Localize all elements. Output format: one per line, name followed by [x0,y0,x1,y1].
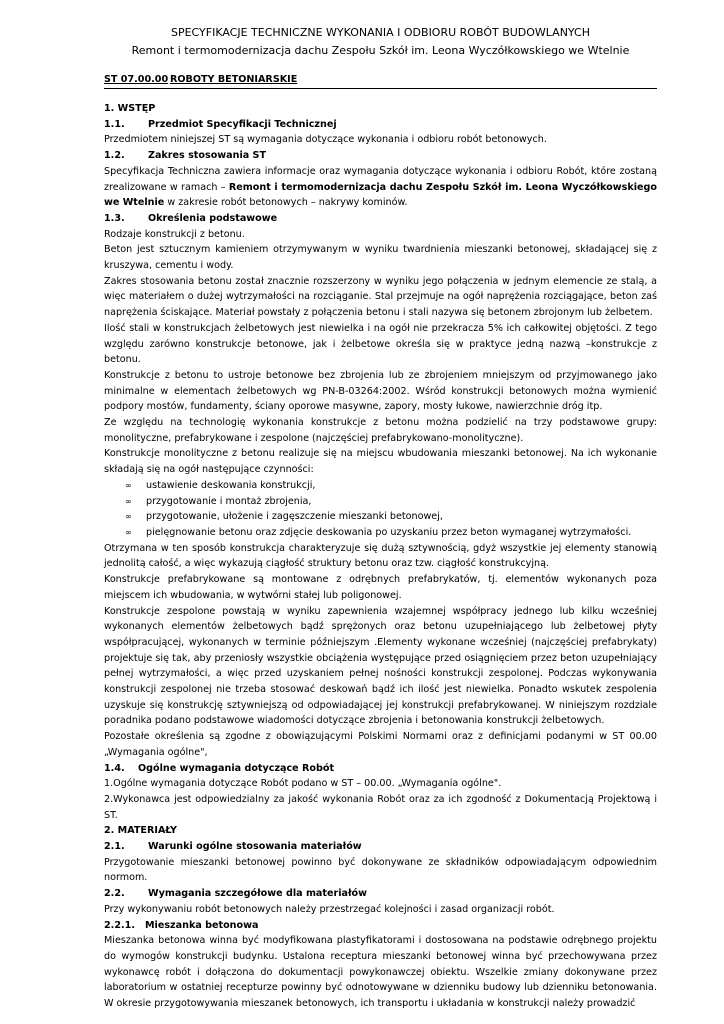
paragraph: Ze względu na technologię wykonania konstrukcje z betonu można podzielić na trzy podstawowe grupy: monolityczne, prefabrykowane i zespolone (najczęściej prefabrykowano-monolityczne). [104,417,657,444]
doc-name: ROBOTY BETONIARSKIE [170,74,298,85]
section-1-1-text: Przedmiotem niniejszej ST są wymagania dotyczące wykonania i odbioru robót betonowych. [104,134,547,146]
doc-title [104,73,657,89]
doc-header [104,24,657,60]
list-item: ∞ pielęgnowanie betonu oraz zdjęcie deskowania po uzyskaniu przez beton wymaganej wytrzymałości. [125,525,657,541]
section-2-2-1-heading: 2.2.1. Mieszanka betonowa [104,919,259,931]
paragraph: Konstrukcje monolityczne z betonu realizuje się na miejscu wbudowania mieszanki betonowej. Na ich wykonanie składają się na ogół następujące czynności: [104,448,657,476]
paragraph: Konstrukcje prefabrykowane są montowane z odrębnych prefabrykatów, tj. elementów wykonanych poza miejscem ich wbudowania, w wytwórni stałej lub poligonowej. [104,574,657,601]
activities-list [104,478,657,541]
paragraph: 1.Ogólne wymagania dotyczące Robót podano w ST – 00.00. „Wymagania ogólne". [104,778,502,790]
section-1-1-heading: 1.1. Przedmiot Specyfikacji Technicznej [104,118,337,130]
doc-code: ST 07.00.00 [104,74,169,85]
section-2-1-heading: 2.1. Warunki ogólne stosowania materiałów [104,841,362,853]
paragraph: Konstrukcje z betonu to ustroje betonowe bez zbrojenia lub ze zbrojeniem mniejszym od przyjmowanego jako minimalne w elementach żelbetowych wg PN-B-03264:2002. Wśród konstrukcji betonowych można wymienić podpory mostów, fundamenty, ściany oporowe masywne, zapory, mosty łukowe, nawierzchnie dróg itp. [104,369,657,413]
section-1-2-text: Specyfikacja Techniczna zawiera informacje oraz wymagania dotyczące wykonania i odbioru Robót, które zostaną zrealizowane w ramach – Remont i termomodernizacja dachu Zespołu Szkół im. Leona Wyczółkowskiego we Wtelnie w zakresie robót betonowych – nakrywy kominów. [104,165,657,209]
paragraph: Rodzaje konstrukcji z betonu. [104,228,245,240]
paragraph: 2.Wykonawca jest odpowiedzialny za jakość wykonania Robót oraz za ich zgodność z Dokumentacją Projektową i ST. [104,793,657,821]
section-1-2-heading: 1.2. Zakres stosowania ST [104,150,267,162]
paragraph: Przy wykonywaniu robót betonowych należy przestrzegać kolejności i zasad organizacji robót. [104,903,555,915]
section-2-2-heading: 2.2. Wymagania szczegółowe dla materiałów [104,888,368,900]
section-1-3-heading: 1.3. Określenia podstawowe [104,212,278,224]
list-item: ∞ przygotowanie i montaż zbrojenia, [125,494,657,510]
paragraph: Mieszanka betonowa winna być modyfikowana plastyfikatorami i dostosowana na podstawie odrębnego projektu do wymogów konstrukcji budynku. Ustalona receptura mieszanki betonowej winna być przechowywana przez wykonawcę robót i dołączona do dokumentacji powykonawczej obiektu. Wszelkie zmiany dokonywane przez laboratorium w ostatniej recepturze powinny być odnotowywane w dzienniku budowy lub dzienniku betonowania. W okresie przygotowywania mieszanek betonowych, ich transportu i układania w konstrukcji należy prowadzić [104,935,657,1010]
section-1-heading: 1. WSTĘP [104,103,156,114]
paragraph: Ilość stali w konstrukcjach żelbetowych jest niewielka i na ogół nie przekracza 5% ich całkowitej objętości. Z tego względu zarówno konstrukcje betonowe, jak i żelbetowe określa się w praktyce jedną nazwą –konstrukcje z betonu. [104,322,657,366]
infinity-bullet-icon: ∞ [125,512,132,522]
header-line-2: Remont i termomodernizacja dachu Zespołu Szkół im. Leona Wyczółkowskiego we Wtelnie [131,44,630,57]
paragraph: Konstrukcje zespolone powstają w wyniku zapewnienia wzajemnej współpracy jednego lub kilku wcześniej wykonanych elementów żelbetowych bądź sprężonych oraz betonu uzupełniającego lub żelbetowej płyty współpracującej, wykonanych w terminie późniejszym .Elementy wykonane wcześniej (najczęściej prefabrykaty) projektuje się tak, aby przeniosły wszystkie obciążenia występujące przed osiągnięciem przez beton uzupełniający pełnej wytrzymałości, a więc przed uzyskaniem pełnej nośności konstrukcji zespolonej. Podczas wykonywania konstrukcji zespolonej nie trzeba stosować deskowań bądź ich ilość jest niewielka. Ponadto wskutek zespolenia uzyskuje się konstrukcję sztywniejszą od odpowiadającej jej konstrukcji prefabrykowanej. W niniejszym rozdziale poradnika podano podstawowe wiadomości dotyczące zbrojenia i betonowania konstrukcji żelbetowych. [104,605,657,727]
paragraph: Beton jest sztucznym kamieniem otrzymywanym w wyniku twardnienia mieszanki betonowej, składającej się z kruszywa, cementu i wody. [104,244,657,272]
infinity-bullet-icon: ∞ [125,527,132,537]
infinity-bullet-icon: ∞ [125,480,132,490]
header-line-1: SPECYFIKACJE TECHNICZNE WYKONANIA I ODBIORU ROBÓT BUDOWLANYCH [170,26,590,39]
paragraph: Pozostałe określenia są zgodne z obowiązującymi Polskimi Normami oraz z definicjami podanymi w ST 00.00 „Wymagania ogólne", [104,731,657,758]
section-2-heading: 2. MATERIAŁY [104,825,177,837]
document-page [104,24,657,1012]
paragraph: Otrzymana w ten sposób konstrukcja charakteryzuje się dużą sztywnością, gdyż wszystkie jej elementy stanowią jednolitą całość, a więc wykazują ciągłość struktury betonu oraz tzw. ciągłość konstrukcyjną. [104,542,657,570]
paragraph: Zakres stosowania betonu został znacznie rozszerzony w wyniku jego połączenia w jednym elemencie ze stalą, a więc materiałem o dużej wytrzymałości na rozciąganie. Stal przejmuje na ogół naprężenia rozciągające, beton zaś naprężenia ściskające. Materiał powstały z połączenia betonu i stali nazywa się betonem zbrojonym lub żelbetem. [104,275,657,319]
section-1-4-heading: 1.4. Ogólne wymagania dotyczące Robót [104,762,335,774]
infinity-bullet-icon: ∞ [125,496,132,506]
paragraph: Przygotowanie mieszanki betonowej powinno być dokonywane ze składników odpowiadającym odpowiednim normom. [104,856,657,884]
list-item: ∞ ustawienie deskowania konstrukcji, [125,478,657,494]
list-item: ∞ przygotowanie, ułożenie i zagęszczenie mieszanki betonowej, [125,509,657,525]
